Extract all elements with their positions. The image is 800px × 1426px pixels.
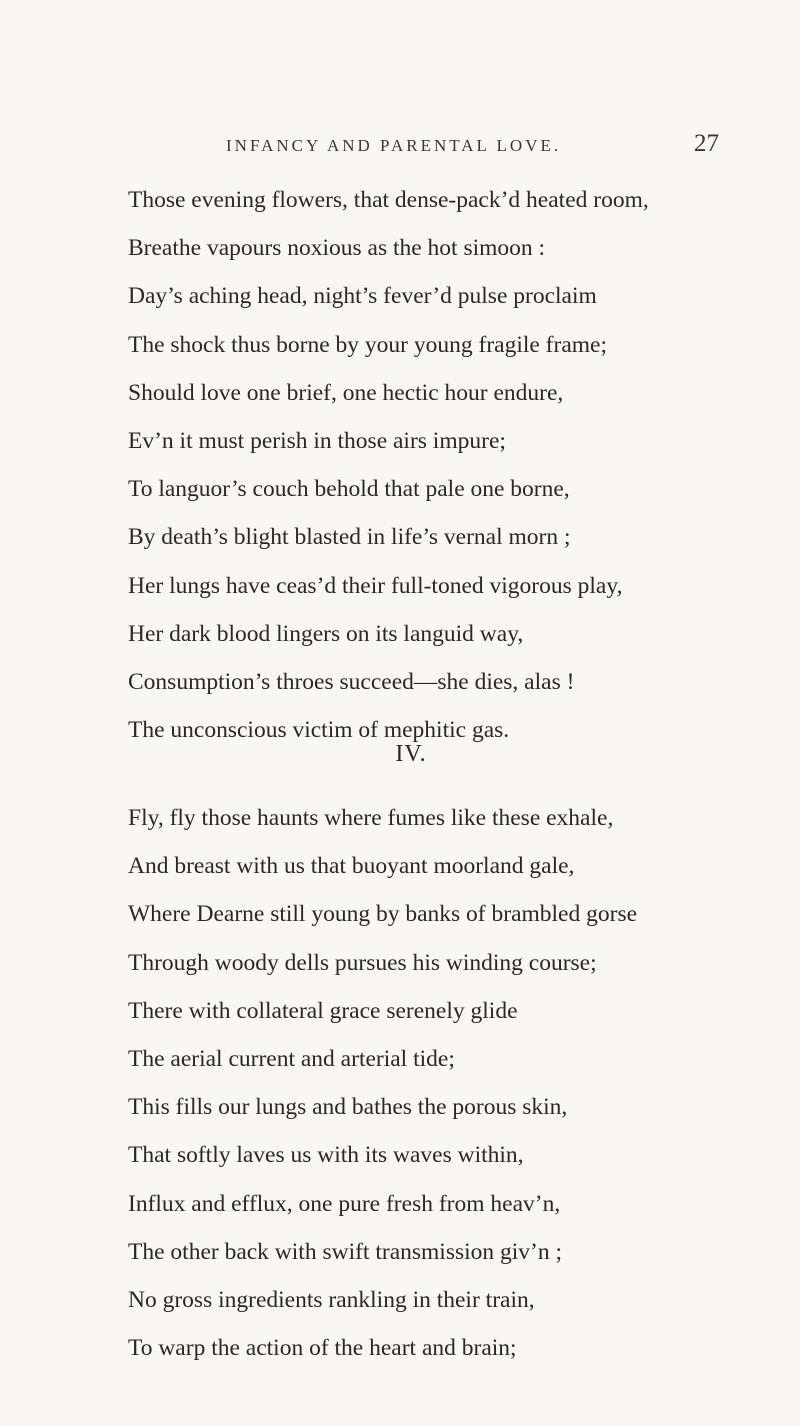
verse-line: By death’s blight blasted in life’s vernal morn ;: [128, 524, 571, 551]
verse-line: The aerial current and arterial tide;: [128, 1045, 455, 1072]
verse-line: This fills our lungs and bathes the porous skin,: [128, 1094, 568, 1121]
verse-line: Where Dearne still young by banks of brambled gorse: [128, 901, 638, 928]
verse-line: Her lungs have ceas’d their full-toned vigorous play,: [128, 572, 623, 599]
stanza-2: [128, 794, 768, 1372]
verse-line: That softly laves us with its waves within,: [128, 1142, 524, 1169]
verse-line: Ev’n it must perish in those airs impure;: [128, 427, 506, 454]
verse-line: There with collateral grace serenely glide: [128, 997, 518, 1024]
running-title: INFANCY AND PARENTAL LOVE.: [226, 136, 562, 155]
verse-line: Her dark blood lingers on its languid way,: [128, 620, 524, 647]
verse-line: Fly, fly those haunts where fumes like these exhale,: [128, 805, 614, 831]
verse-line: Day’s aching head, night’s fever’d pulse proclaim: [128, 283, 597, 310]
verse-line: The other back with swift transmission giv’n ;: [128, 1238, 563, 1265]
running-head: [0, 132, 800, 172]
verse-line: Influx and efflux, one pure fresh from heav’n,: [128, 1190, 561, 1217]
verse-line: Through woody dells pursues his winding course;: [128, 949, 597, 976]
stanza-1: [128, 176, 768, 754]
verse-line: The unconscious victim of mephitic gas.: [128, 717, 510, 744]
section-heading: IV.: [395, 741, 427, 767]
verse-line: Those evening flowers, that dense-pack’d heated room,: [128, 187, 649, 213]
verse-line: No gross ingredients rankling in their train,: [128, 1286, 535, 1313]
verse-line: And breast with us that buoyant moorland gale,: [128, 853, 575, 880]
verse-line: To languor’s couch behold that pale one borne,: [128, 476, 570, 503]
verse-line: The shock thus borne by your young fragile frame;: [128, 331, 608, 358]
verse-line: Should love one brief, one hectic hour endure,: [128, 379, 564, 406]
verse-line: Breathe vapours noxious as the hot simoon :: [128, 235, 546, 262]
verse-line: Consumption’s throes succeed—she dies, alas !: [128, 668, 575, 695]
verse-line: To warp the action of the heart and brain;: [128, 1335, 517, 1362]
page-number: 27: [694, 130, 719, 157]
